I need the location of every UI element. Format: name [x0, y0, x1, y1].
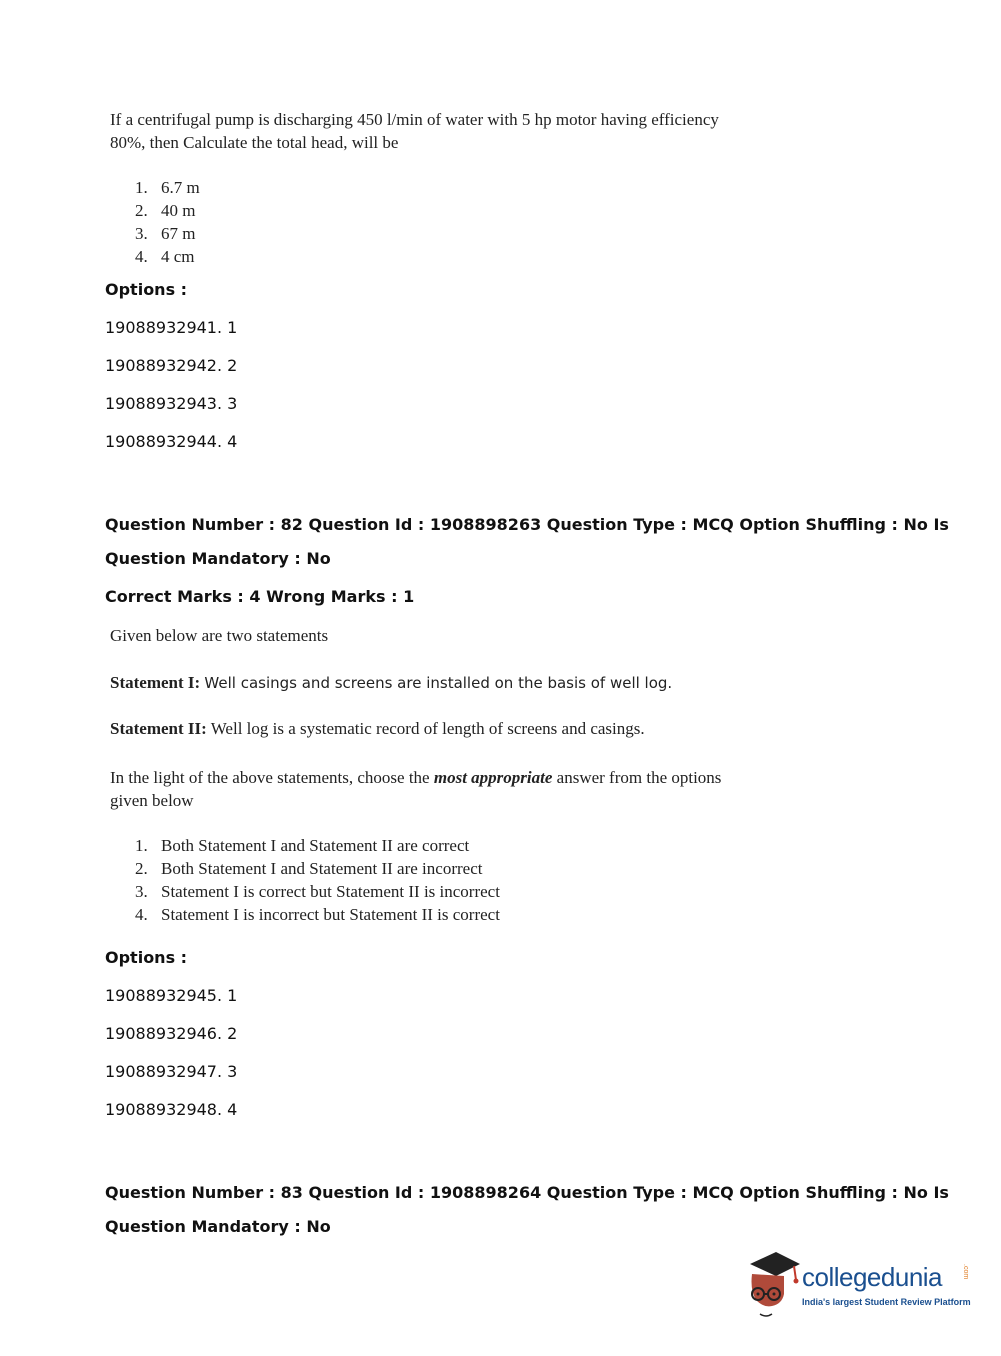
question-83-header: Question Number : 83 Question Id : 1908898264 Question Type : MCQ Option Shuffling : No Is	[105, 1183, 949, 1202]
choice-number: 4.	[135, 247, 148, 266]
option-id: 19088932944. 4	[105, 432, 238, 451]
option-id: 19088932946. 2	[105, 1024, 238, 1043]
logo-wordmark: collegedunia	[802, 1262, 943, 1292]
choice-item	[135, 222, 200, 245]
question-text-line: 80%, then Calculate the total head, will be	[110, 133, 399, 152]
option-id: 19088932945. 1	[105, 986, 238, 1005]
logo-tagline: India's largest Student Review Platform	[802, 1297, 971, 1307]
statement-1-text: Well casings and screens are installed on the basis of well log.	[204, 674, 673, 692]
prompt-text: given below	[110, 791, 194, 810]
logo-domain: .com	[962, 1264, 969, 1280]
question-82-header: Question Number : 82 Question Id : 1908898263 Question Type : MCQ Option Shuffling : No Is	[105, 515, 949, 534]
choice-item	[135, 176, 200, 199]
mascot-icon	[742, 1250, 802, 1320]
option-id: 19088932943. 3	[105, 394, 238, 413]
choice-number: 1.	[135, 836, 148, 855]
prompt-text: answer from the options	[556, 768, 722, 787]
choice-text: 6.7 m	[161, 178, 200, 197]
question-prompt	[110, 766, 721, 812]
option-id: 19088932948. 4	[105, 1100, 238, 1119]
question-81-text	[110, 108, 719, 154]
choice-number: 3.	[135, 224, 148, 243]
choice-number: 1.	[135, 178, 148, 197]
choice-text: Statement I is correct but Statement II is incorrect	[161, 882, 500, 901]
question-82-mandatory: Question Mandatory : No	[105, 549, 331, 568]
choice-item	[135, 857, 500, 880]
option-id: 19088932947. 3	[105, 1062, 238, 1081]
statement-2-label: Statement II:	[110, 719, 207, 738]
choice-text: Both Statement I and Statement II are correct	[161, 836, 470, 855]
choice-text: 40 m	[161, 201, 196, 220]
statement-2-text: Well log is a systematic record of length of screens and casings.	[210, 719, 645, 738]
choice-item	[135, 245, 200, 268]
question-81-choices	[135, 176, 200, 268]
options-label: Options :	[105, 948, 188, 967]
prompt-emphasis: most appropriate	[433, 768, 553, 787]
statement-2	[110, 719, 645, 739]
statement-1-label: Statement I:	[110, 673, 201, 692]
choice-item	[135, 199, 200, 222]
option-id: 19088932941. 1	[105, 318, 238, 337]
choice-item	[135, 834, 500, 857]
option-id: 19088932942. 2	[105, 356, 238, 375]
options-label: Options :	[105, 280, 188, 299]
choice-number: 3.	[135, 882, 148, 901]
choice-number: 2.	[135, 201, 148, 220]
question-intro: Given below are two statements	[110, 626, 329, 645]
choice-number: 2.	[135, 859, 148, 878]
choice-item	[135, 880, 500, 903]
question-82-marks: Correct Marks : 4 Wrong Marks : 1	[105, 587, 415, 606]
choice-text: Both Statement I and Statement II are incorrect	[161, 859, 483, 878]
statement-1	[110, 673, 672, 693]
question-83-mandatory: Question Mandatory : No	[105, 1217, 331, 1236]
question-text-line: If a centrifugal pump is discharging 450 l/min of water with 5 hp motor having efficiency	[110, 110, 719, 129]
collegedunia-logo[interactable]	[742, 1250, 972, 1320]
choice-number: 4.	[135, 905, 148, 924]
choice-text: Statement I is incorrect but Statement II is correct	[161, 905, 500, 924]
choice-item	[135, 903, 500, 926]
choice-text: 67 m	[161, 224, 196, 243]
choice-text: 4 cm	[161, 247, 195, 266]
question-82-choices	[135, 834, 500, 926]
prompt-text: In the light of the above statements, choose the	[110, 768, 430, 787]
